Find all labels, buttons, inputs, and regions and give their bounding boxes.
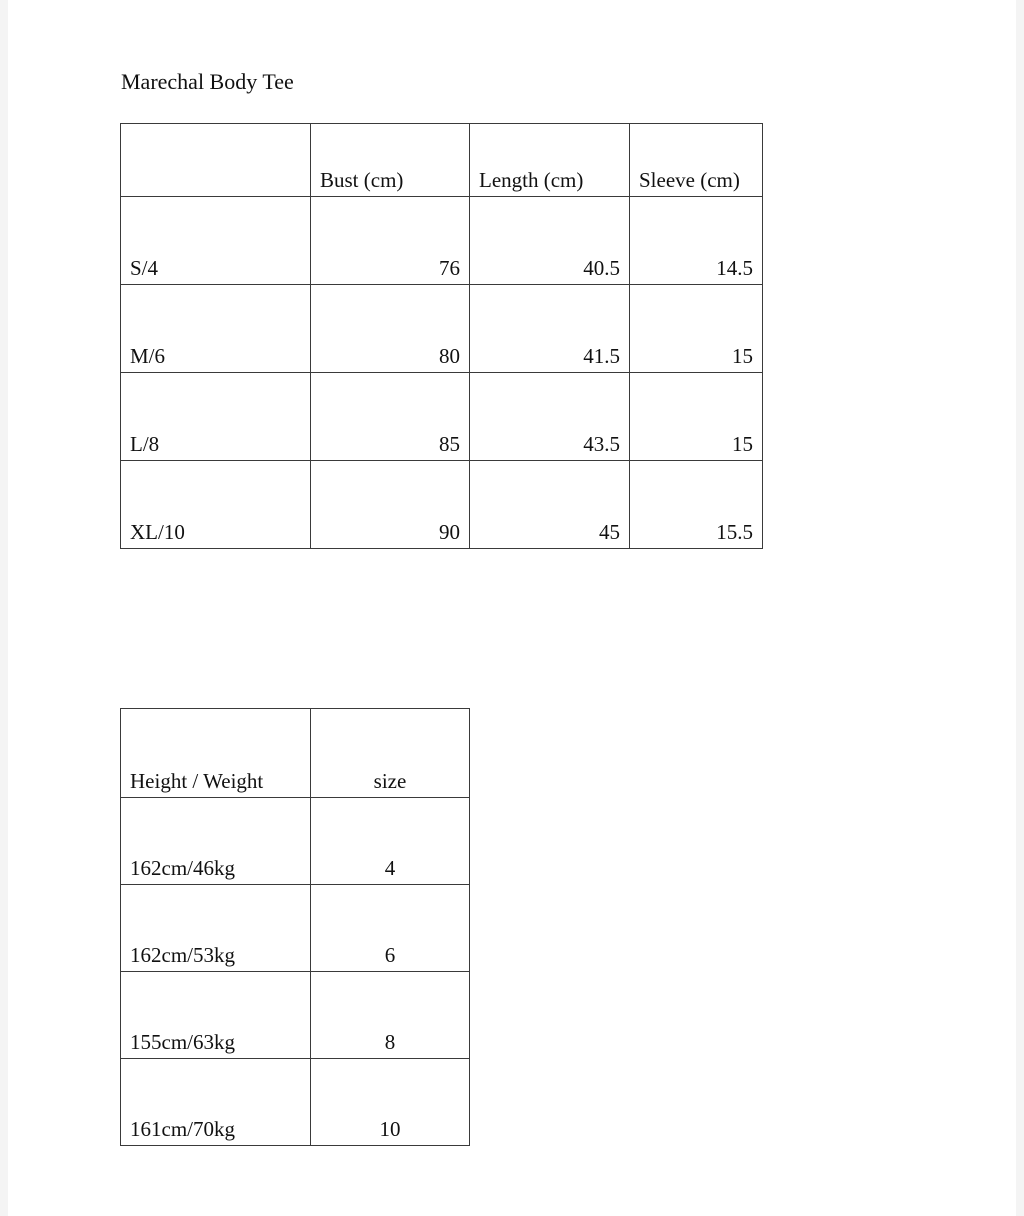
bust-cell: 80 — [311, 285, 470, 373]
size-cell: 4 — [311, 798, 470, 885]
size-cell: M/6 — [121, 285, 311, 373]
sleeve-cell: 15.5 — [630, 461, 763, 549]
size-cell: 8 — [311, 972, 470, 1059]
height-weight-cell: 162cm/46kg — [121, 798, 311, 885]
header-cell-length: Length (cm) — [470, 124, 630, 197]
table-row — [121, 461, 763, 549]
length-cell: 41.5 — [470, 285, 630, 373]
length-cell: 40.5 — [470, 197, 630, 285]
bust-cell: 76 — [311, 197, 470, 285]
header-cell-sleeve: Sleeve (cm) — [630, 124, 763, 197]
height-weight-size-table — [120, 708, 470, 1146]
size-cell: 6 — [311, 885, 470, 972]
bust-cell: 85 — [311, 373, 470, 461]
table-header-row — [121, 709, 470, 798]
bust-cell: 90 — [311, 461, 470, 549]
table-row — [121, 885, 470, 972]
height-weight-cell: 155cm/63kg — [121, 972, 311, 1059]
height-weight-cell: 161cm/70kg — [121, 1059, 311, 1146]
table-row — [121, 197, 763, 285]
size-cell: 10 — [311, 1059, 470, 1146]
table-row — [121, 373, 763, 461]
table-row — [121, 285, 763, 373]
header-cell-height-weight: Height / Weight — [121, 709, 311, 798]
height-weight-cell: 162cm/53kg — [121, 885, 311, 972]
header-cell-bust: Bust (cm) — [311, 124, 470, 197]
sleeve-cell: 15 — [630, 285, 763, 373]
sleeve-cell: 14.5 — [630, 197, 763, 285]
length-cell: 43.5 — [470, 373, 630, 461]
table-row — [121, 972, 470, 1059]
table-header-row — [121, 124, 763, 197]
length-cell: 45 — [470, 461, 630, 549]
size-cell: S/4 — [121, 197, 311, 285]
header-cell-size: size — [311, 709, 470, 798]
table-row — [121, 1059, 470, 1146]
document-title: Marechal Body Tee — [121, 69, 294, 94]
size-cell: XL/10 — [121, 461, 311, 549]
size-measurement-table — [120, 123, 763, 549]
table-row — [121, 798, 470, 885]
sleeve-cell: 15 — [630, 373, 763, 461]
header-cell-blank — [121, 124, 311, 197]
size-cell: L/8 — [121, 373, 311, 461]
